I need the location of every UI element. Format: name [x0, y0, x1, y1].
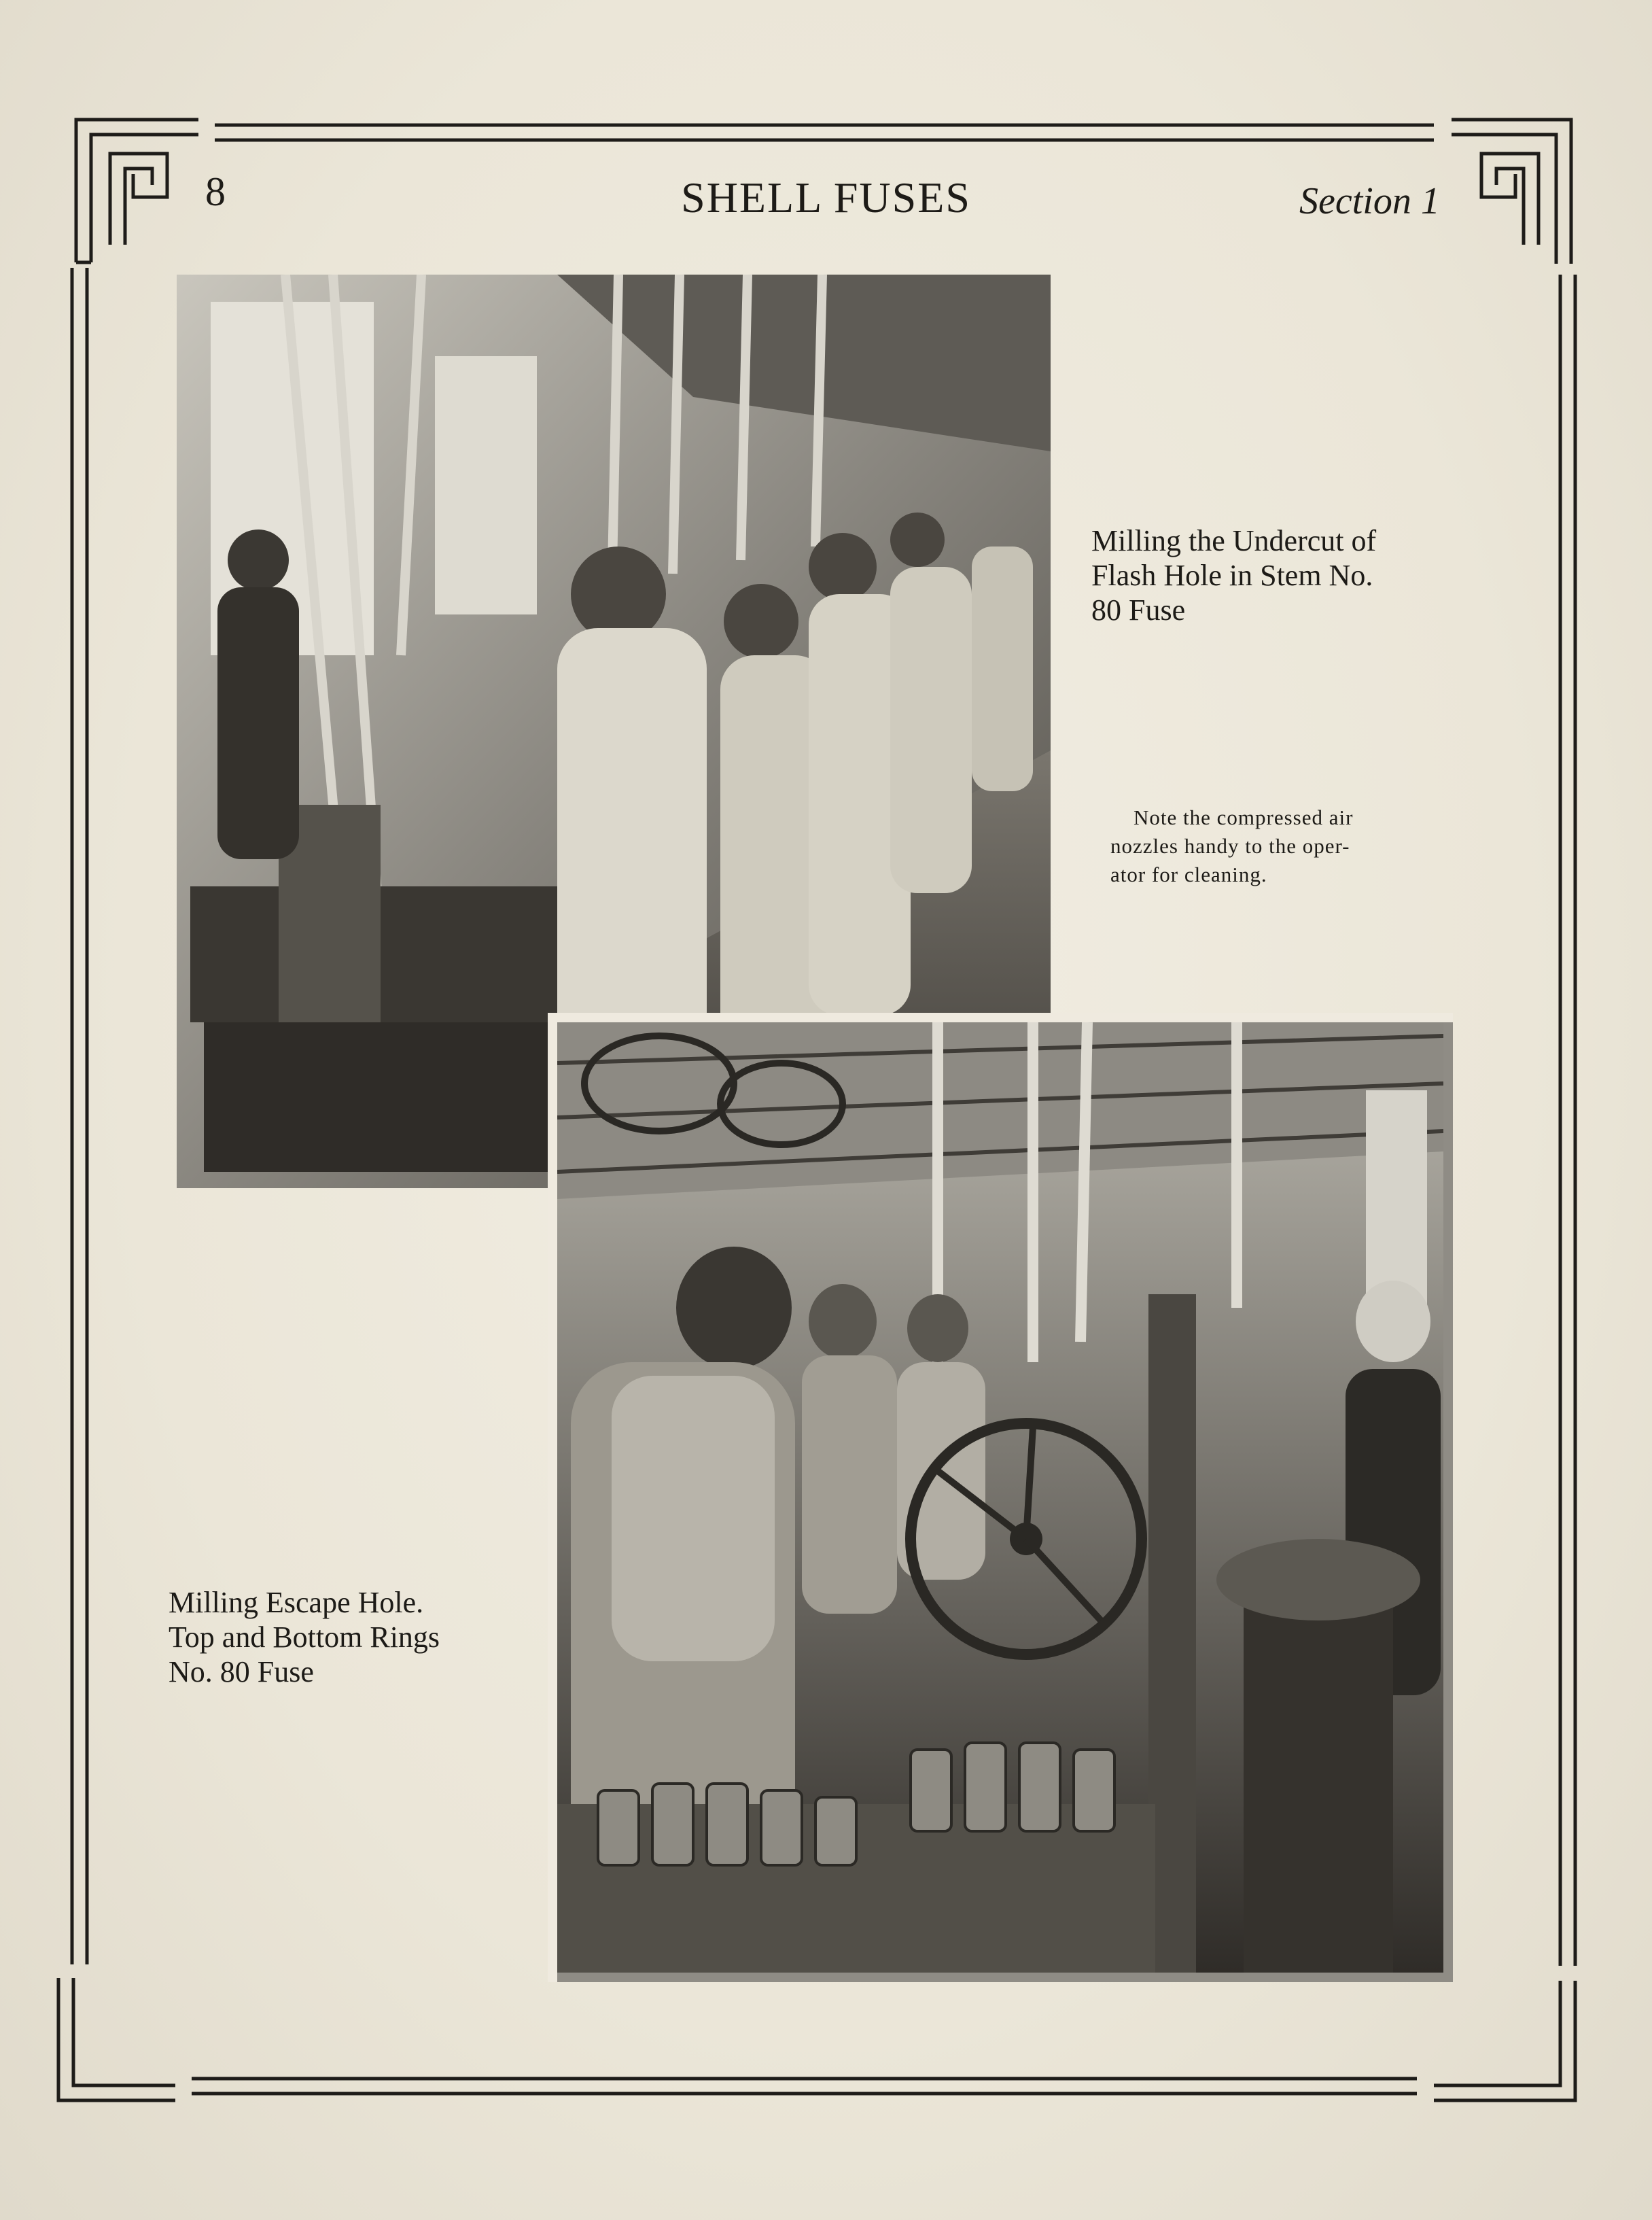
page-number: 8: [205, 169, 226, 214]
note-line-1: Note the compressed air: [1133, 805, 1354, 829]
caption-top-line-1: Milling the Undercut of: [1091, 524, 1377, 557]
caption-top-line-3: 80 Fuse: [1091, 593, 1186, 627]
section-label: Section 1: [1299, 180, 1440, 222]
running-title: SHELL FUSES: [681, 173, 971, 222]
caption-bottom-line-1: Milling Escape Hole.: [169, 1586, 424, 1619]
factory-photo-bottom: [548, 1013, 1453, 1982]
caption-bottom: [169, 1585, 440, 1689]
caption-top-line-2: Flash Hole in Stem No.: [1091, 559, 1373, 592]
caption-bottom-line-3: No. 80 Fuse: [169, 1655, 314, 1688]
caption-top: [1091, 523, 1376, 627]
note-line-3: ator for cleaning.: [1110, 863, 1267, 886]
note-line-2: nozzles handy to the oper-: [1110, 834, 1350, 858]
note-text: [1110, 803, 1353, 889]
caption-bottom-line-2: Top and Bottom Rings: [169, 1620, 440, 1654]
